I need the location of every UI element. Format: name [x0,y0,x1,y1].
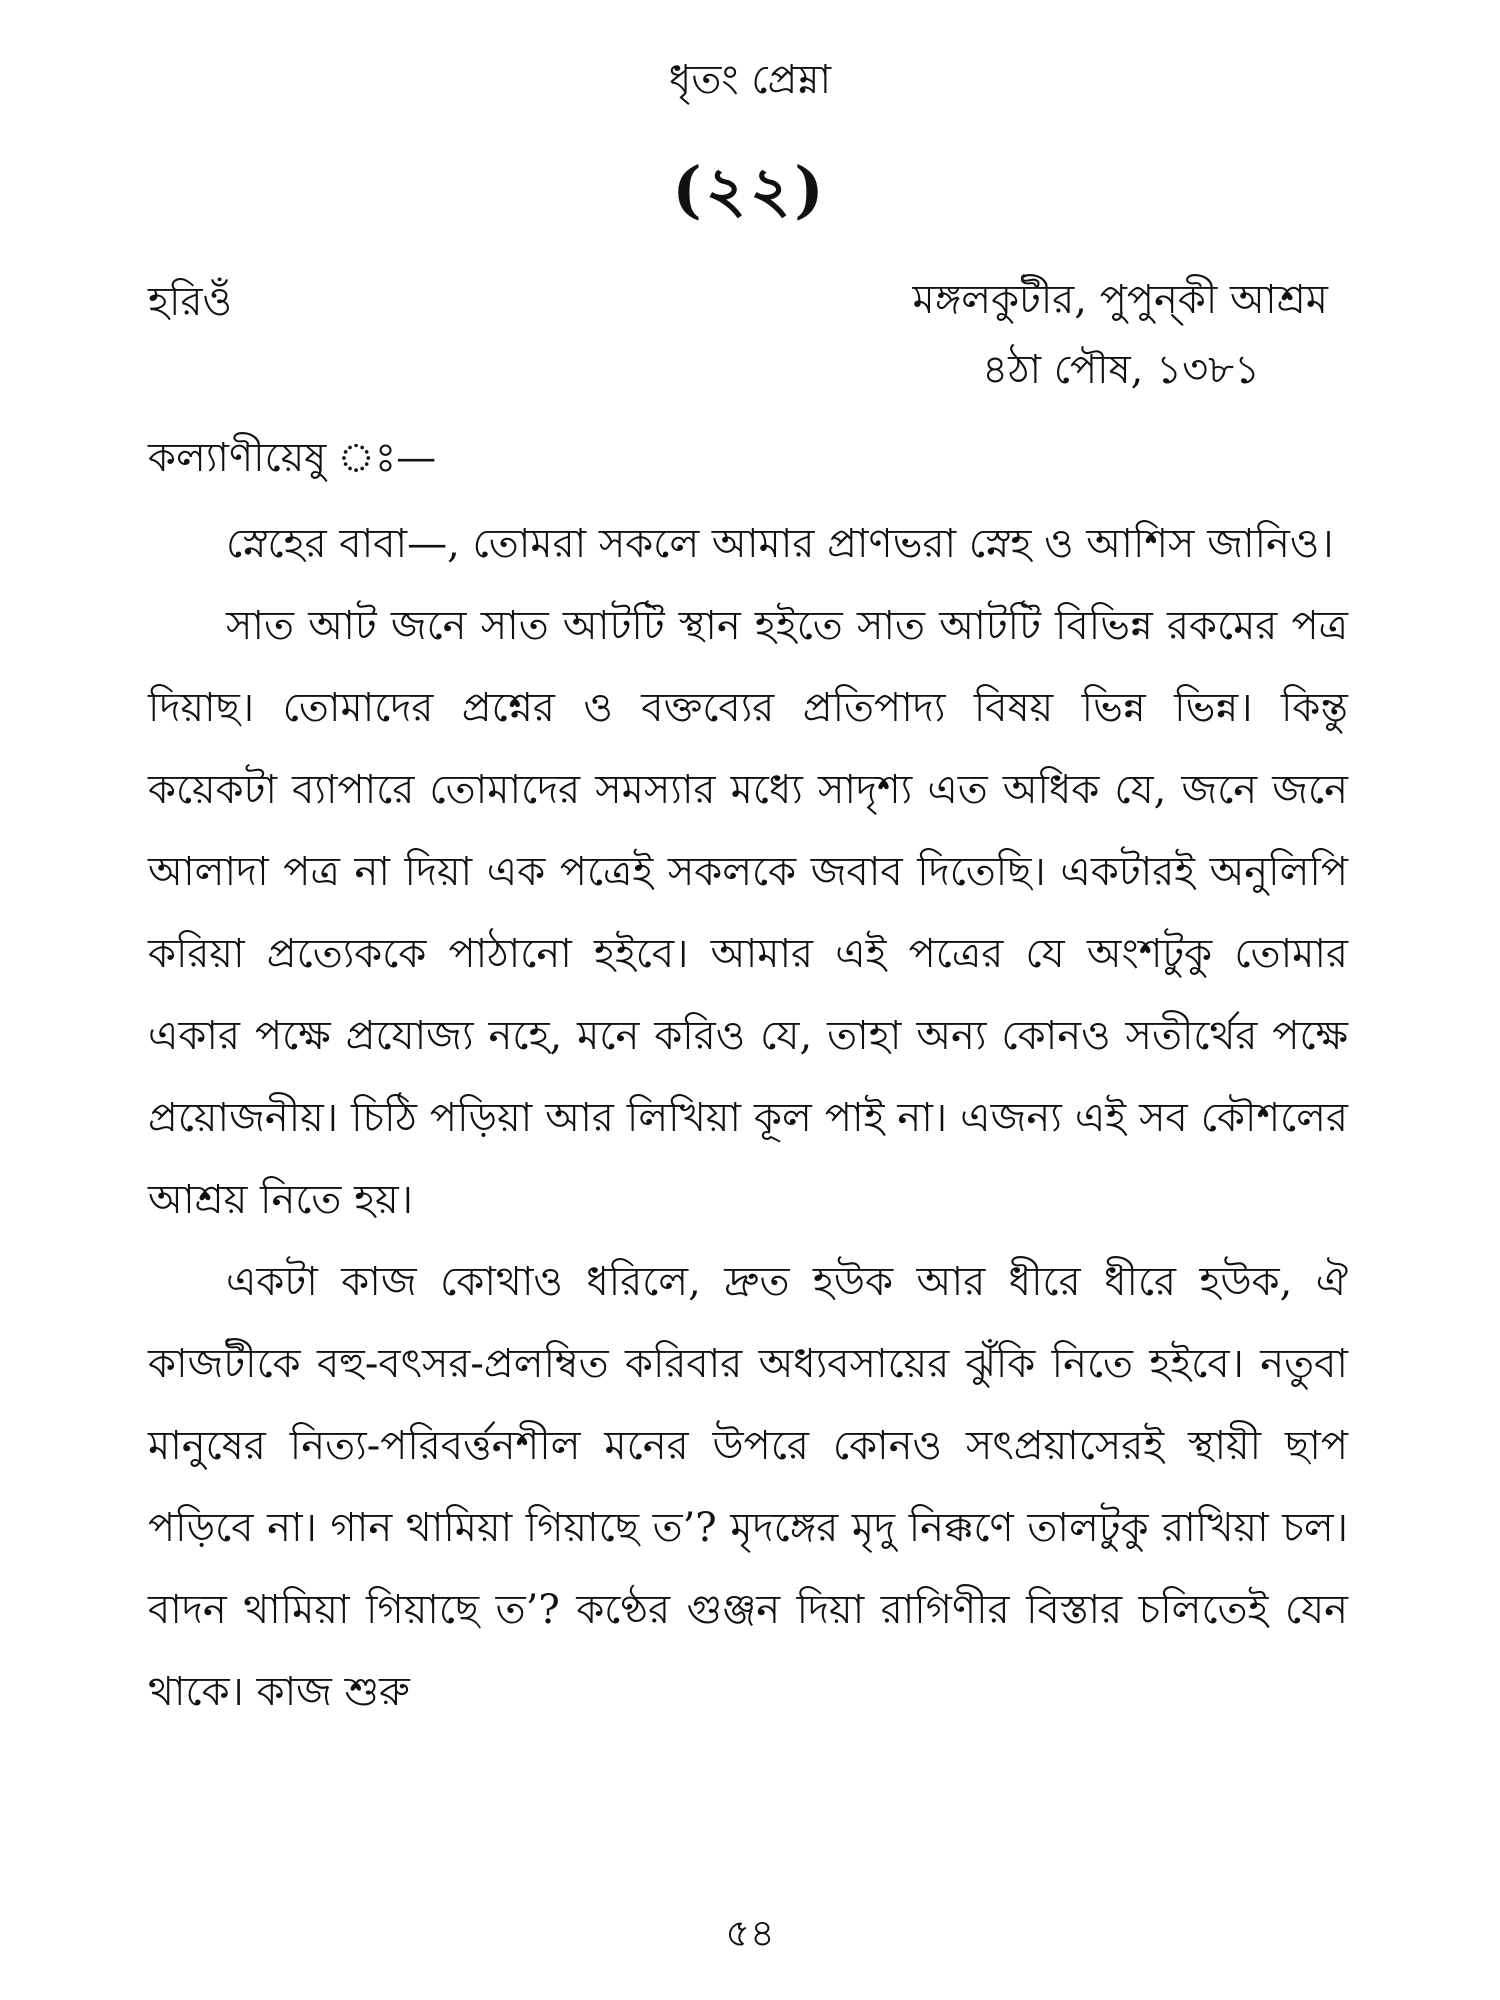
letter-place: মঙ্গলকুটীর, পুপুন্কী আশ্রম [912,277,1328,323]
letter-number: (২২) [672,153,828,226]
running-head: ধৃতং প্রেম্না [668,57,832,103]
letter-body [148,503,1348,1733]
greeting: হরিওঁ [148,279,232,325]
addressee: কল্যাণীয়েষু ঃ— [148,435,437,481]
paragraph: একটা কাজ কোথাও ধরিলে, দ্রুত হউক আর ধীরে ধীরে হউক, ঐ কাজটীকে বহু-বৎসর-প্রলম্বিত করিবার অধ্যবসায়ের ঝুঁকি নিতে হইবে। নতুবা মানুষের নিত্য-পরিবর্ত্তনশীল মনের উপরে কোনও সৎপ্রয়াসেরই স্থায়ী ছাপ পড়িবে না। গান থামিয়া গিয়াছে ত’? মৃদঙ্গের মৃদু নিক্কণে তালটুকু রাখিয়া চল। বাদন থামিয়া গিয়াছে ত’? কণ্ঠের গুঞ্জন দিয়া রাগিণীর বিস্তার চলিতেই যেন থাকে। কাজ শুরু [148,1259,1348,1715]
paragraph: সাত আট জনে সাত আটটি স্থান হইতে সাত আটটি বিভিন্ন রকমের পত্র দিয়াছ। তোমাদের প্রশ্নের ও বক্তব্যের প্রতিপাদ্য বিষয় ভিন্ন ভিন্ন। কিন্তু কয়েকটা ব্যাপারে তোমাদের সমস্যার মধ্যে সাদৃশ্য এত অধিক যে, জনে জনে আলাদা পত্র না দিয়া এক পত্রেই সকলকে জবাব দিতেছি। একটারই অনুলিপি করিয়া প্রত্যেককে পাঠানো হইবে। আমার এই পত্রের যে অংশটুকু তোমার একার পক্ষে প্রযোজ্য নহে, মনে করিও যে, তাহা অন্য কোনও সতীর্থের পক্ষে প্রয়োজনীয়। চিঠি পড়িয়া আর লিখিয়া কূল পাই না। এজন্য এই সব কৌশলের আশ্রয় নিতে হয়। [148,603,1348,1223]
page-number: ৫৪ [725,1911,775,1955]
paragraph: স্নেহের বাবা—, তোমরা সকলে আমার প্রাণভরা স্নেহ ও আশিস জানিও। [226,521,1334,567]
letter-date: ৪ঠা পৌষ, ১৩৮১ [982,347,1260,393]
